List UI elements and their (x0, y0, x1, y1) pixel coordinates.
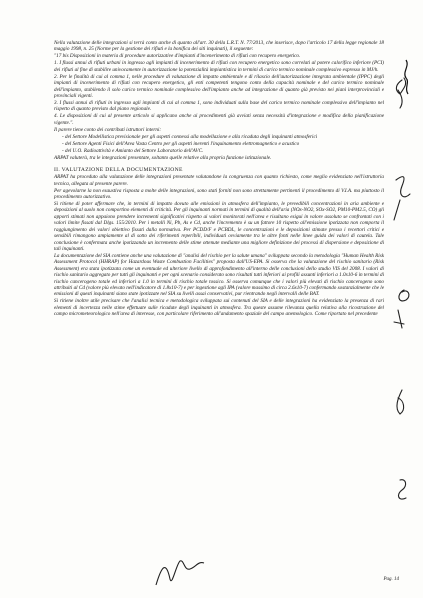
contributor-item: - del Settore Modellistica previsionale per gli aspetti connessi alla modellazione e alla ricaduta degli inquinanti atmosferici (62, 133, 318, 140)
initials-icon (396, 52, 416, 112)
paragraph-comma-1: 1. I flussi annui di rifiuti urbani in ingresso agli impianti di incenerimento di rifiuti con recupero energetico sono correlati al potere calorifico inferiore (PCI) dei rifiuti al fine di stabilire univocamente in autorizzazione la potenzialità impiantistica in termini di carico termico nominale complessivo espresso in MJ/h. (54, 60, 384, 73)
paragraph-comma-2: 2. Per le finalità di cui al comma 1, nelle procedure di valutazione di impatto ambientale e di rilascio dell'autorizzazione integrata ambientale (IPPC) degli impianti di incenerimento di rifiuti con recupero energetico, gli enti competenti tengono conto della capacità nominale e del carico termico nominale dell'impianto, stabilendo il solo carico termico nominale complessivo dell'impianto anche ad integrazione di quanto già previsto nei piani interprovinciali e provinciali vigenti. (54, 73, 384, 100)
paragraph-comma-4: 4. Le disposizioni di cui al presente articolo si applicano anche ai procedimenti già avviati senza necessità d'integrazione e modifica della pianificazione vigente.". (54, 113, 384, 126)
page-number: Pag. 14 (383, 577, 399, 582)
section-paragraph: Per agevolarne la non esaustiva risposta a molte delle integrazioni, sono stati forniti non sono strettamente pertinenti il procedimento di V.I.A. ma piuttosto il procedimento autorizzativo. (54, 187, 384, 201)
paragraph-comma-3: 3. I flussi annui di rifiuti in ingresso agli impianti di cui al comma 1, sono individuati sulla base del carico termico nominale complessivo dell'impianto nel rispetto di quanto previsto dal piano regionale. (54, 100, 384, 113)
paragraph-article-title: "17 bis Disposizioni in materia di procedure autorizzative d'impianti d'incenerimento di rifiuti con recupero energetico. (54, 53, 301, 60)
paragraph-arpat-note: ARPAT valuterà, tra le integrazioni presentate, soltanto quelle relative alla propria funzione istituzionale. (54, 154, 272, 161)
margin-signature-strokes (384, 60, 420, 560)
paragraph-intro: Nella valutazione delle integrazioni si terrà conto anche di quanto all'art. 30 della L.R.T. N. 77/2013, che inserisce, dopo l'articolo 17 della legge regionale 18 maggio 1998, n. 25 (Norme per la gestione dei rifiuti e la bonifica dei siti inquinati), il seguente: (54, 40, 384, 53)
contributor-item: - del Settore Agenti Fisici dell'Area Vasta Centro per gli aspetti inerenti l'inquinamento elettromagnetico e acustico (62, 140, 300, 147)
paragraph-contributors-intro: Il parere tiene conto dei contributi istruttori interni: (54, 126, 162, 133)
section-paragraph: Si ritiene inoltre utile precisare che l'analisi tecnica e metodologica sviluppata sui contenuti del SIA e delle integrazioni ha evidenziato la presenza di rari elementi di incertezza nelle stime effettuate sulle ricadute degli inquinanti in atmosfera. Tra queste assume rilevanza quella relativa alla ricostruzione del campo micrometeorologico nell'area di interesse, con particolare riferimento all'andamento spaziale del campo anemologico. Come riportato nel precedente (54, 298, 384, 318)
section-paragraph: ARPAT ha proceduto alla valutazione delle integrazioni presentate valutandone la congruenza con quanto richiesto, come meglio evidenziato nell'istruttoria tecnica, allegata al presente parere. (54, 174, 384, 187)
section-paragraph: La documentazione del SIA contiene anche una valutazione di "analisi del rischio per la salute umana" sviluppata secondo la metodologia "Human Health Risk Assessment Protocol (HHRAP) for Hazardous Waste Combustion Facilities" proposta dall'US-EPA. Si osserva che la valutazione del rischio sanitario (Risk Assessment) era stata ipotizzata come un eventuale ed ulteriore livello di approfondimento all'interno delle conclusioni dello studio VIS del 2008. I valori di rischio sanitario aggregato per tutti gli inquinanti e per ogni scenario considerato sono risultati tutti inferiori ai profili assunti inferiori a 1.0x10-6 in termini di rischio cancerogeno totale ed inferiori a 1.0 in termini di rischio totale tossico. Si osserva comunque che i valori più elevati di rischio cancerogeno sono attribuiti al Cd (valore più elevato nell'indicatore di 1.8x10-7) e per ingestione agli IPA (valore massimo di circa 2.6x10-7) confermando sostanzialmente che le emissioni di questi inquinanti siano state ipotizzate nel SIA su livelli assai conservativi, pur rientrando negli intervalli delle BAT. (54, 252, 384, 298)
document-body (54, 40, 384, 318)
contributor-item: - del U.O. Radioattività e Amianto del Settore Laboratorio dell'AVC. (62, 147, 204, 154)
signature-mark (150, 555, 210, 591)
section-paragraph: Si ritiene di poter affermare che, in termini di impatto dovuto alle emissioni in atmosfera dell'impianto, le prevedibili concentrazioni in aria ambiente e deposizioni al suolo non comportino elementi di criticità. Per gli inquinanti normati in termini di qualità dell'aria (NOx-NO2, SOx-SO2, PM10-PM2.5, CO) gli apporti stimati non appaiono prendere incrementi significativi rispetto ai valori monitorati nell'area e risultano esigui in valore assoluto se confrontati con i valori limite fissati dal Dlgs. 155/2010. Per i metalli Ni, Pb, As e Cd, anche l'incremento è su un fattore 10 rispetto all'emissione ipotizzata non comporta il raggiungimento dei valori obiettivo fissati dalla normativa. Per PCDD/F e PCBDL, le concentrazioni e le deposizioni stimate presso i recettori critici e sensibili rimangono ampiamente al di sotto dei riferimenti reperibili, individuati ovviamente tra le altre fonti nelle linee guida dei valori di cautela. Tale conclusione è confermata anche ipotizzando un incremento delle stime ottenute mediante una migliore definizione dei processi di dispersione e deposizione di tali inquinanti. (54, 201, 384, 252)
section-title: II. VALUTAZIONE DELLA DOCUMENTAZIONE (54, 167, 183, 174)
